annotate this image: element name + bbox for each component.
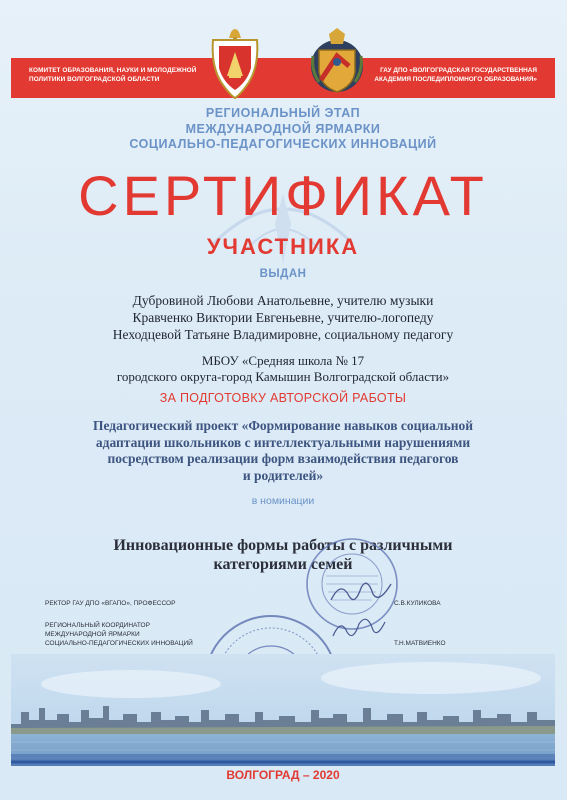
- project-title: [51, 418, 515, 484]
- project-line: и родителей»: [242, 467, 324, 483]
- event-title-line: РЕГИОНАЛЬНЫЙ ЭТАП: [205, 106, 361, 120]
- coordinator-signature-icon: [329, 614, 389, 644]
- rector-name: С.В.КУЛИКОВА: [394, 600, 441, 607]
- coat-of-arms-volgograd-region-icon: [207, 26, 263, 100]
- academy-emblem-icon: [309, 26, 365, 100]
- event-title-line: СОЦИАЛЬНО-ПЕДАГОГИЧЕСКИХ ИННОВАЦИЙ: [129, 137, 437, 151]
- issued-label: ВЫДАН: [259, 268, 307, 280]
- recipient-line: Кравченко Виктории Евгеньевне, учителю-логопеду: [132, 310, 434, 325]
- coordinator-line: МЕЖДУНАРОДНОЙ ЯРМАРКИ: [45, 631, 140, 638]
- certificate-frame: [11, 14, 555, 786]
- nomination-line: категориями семей: [213, 555, 353, 573]
- school-line: МБОУ «Средняя школа № 17: [201, 353, 365, 368]
- event-title-line: МЕЖДУНАРОДНОЙ ЯРМАРКИ: [185, 121, 381, 136]
- coordinator-position: [45, 621, 235, 648]
- city-panorama-image: [11, 654, 555, 766]
- recipient-line: Неходцевой Татьяне Владимировне, социальному педагогу: [112, 327, 454, 342]
- nomination-line: Инновационные формы работы с различными: [113, 537, 453, 554]
- coordinator-line: СОЦИАЛЬНО-ПЕДАГОГИЧЕСКИХ ИННОВАЦИЙ: [45, 640, 193, 647]
- right-organization: ГАУ ДПО «ВОЛГОГРАДСКАЯ ГОСУДАРСТВЕННАЯ АКАДЕМИЯ ПОСЛЕДИПЛОМНОГО ОБРАЗОВАНИЯ»: [374, 67, 537, 83]
- nomination-title: [11, 537, 555, 574]
- school-line: городского округа-город Камышин Волгоградской области»: [116, 369, 450, 384]
- project-line: адаптации школьников с интеллектуальными нарушениями: [95, 434, 471, 450]
- left-organization: КОМИТЕТ ОБРАЗОВАНИЯ, НАУКИ И МОЛОДЕЖНОЙ ПОЛИТИКИ ВОЛГОГРАДСКОЙ ОБЛАСТИ: [29, 67, 197, 83]
- place-and-year: ВОЛГОГРАД – 2020: [226, 768, 340, 782]
- event-title: [11, 106, 555, 153]
- coordinator-line: РЕГИОНАЛЬНЫЙ КООРДИНАТОР: [45, 622, 150, 629]
- header-bar: [11, 58, 555, 98]
- school-name: [11, 353, 555, 385]
- rector-signature-icon: [327, 574, 397, 608]
- award-reason: ЗА ПОДГОТОВКУ АВТОРСКОЙ РАБОТЫ: [159, 391, 407, 405]
- recipient-line: Дубровиной Любови Анатольевне, учителю музыки: [132, 293, 434, 308]
- coordinator-name: Т.Н.МАТВИЕНКО: [394, 640, 446, 647]
- certificate-subtitle: УЧАСТНИКА: [206, 234, 360, 259]
- project-line: Педагогический проект «Формирование навыков социальной: [92, 418, 474, 433]
- rector-position: РЕКТОР ГАУ ДПО «ВГАПО», ПРОФЕССОР: [45, 600, 176, 607]
- project-line: посредством реализации форм взаимодействия педагогов: [107, 451, 459, 466]
- nomination-label: в номинации: [251, 495, 315, 507]
- recipient-list: [11, 292, 555, 343]
- certificate-title: СЕРТИФИКАТ: [78, 164, 488, 227]
